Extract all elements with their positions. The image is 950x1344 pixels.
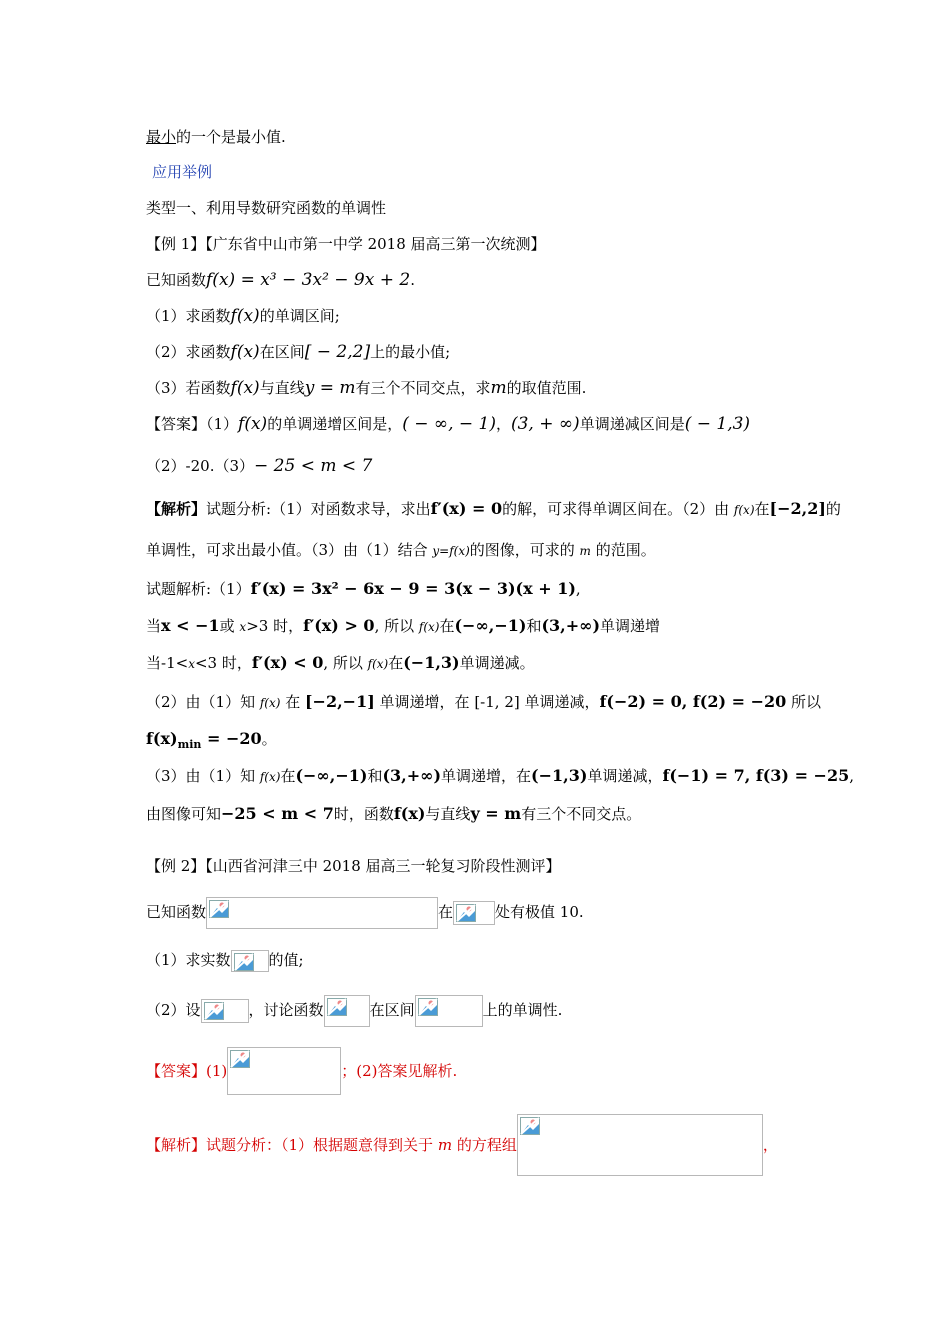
text: 在 xyxy=(280,693,305,711)
formula: f′(x) = 3x² − 6x − 9 = 3(x − 3)(x + 1) xyxy=(250,579,576,598)
broken-image-icon xyxy=(206,897,438,929)
broken-image-icon xyxy=(453,901,495,925)
text: 在区间 xyxy=(369,1001,415,1019)
text: （2）设 xyxy=(146,1001,201,1019)
text: 单调递增，在 xyxy=(441,767,532,785)
text: 的单调递增区间是， xyxy=(267,415,403,433)
text: 的范围。 xyxy=(590,541,656,559)
question-2 xyxy=(146,341,450,363)
example-1-title: 【例 1】【广东省中山市第一中学 2018 届高三第一次统测】 xyxy=(146,235,546,253)
text: 的解，可求得单调区间在。（2）由 xyxy=(502,500,734,518)
broken-image-icon xyxy=(227,1047,341,1095)
formula: f(x) xyxy=(259,770,281,784)
text: 单调递减， xyxy=(587,767,663,785)
text: 在 xyxy=(439,617,455,635)
text: （2）-20.（3） xyxy=(146,457,255,475)
formula: f(x) xyxy=(259,696,281,710)
text: 的取值范围. xyxy=(506,379,587,397)
text: ， xyxy=(495,415,511,433)
text: 在 xyxy=(438,903,454,921)
formula: f′(x) > 0 xyxy=(303,616,375,635)
formula: f′(x) < 0 xyxy=(251,653,324,672)
analysis-line-7 xyxy=(146,728,277,756)
formula: m xyxy=(579,544,591,558)
formula: f(−1) = 7, f(3) = −25 xyxy=(662,766,850,785)
text: ，讨论函数 xyxy=(248,1001,324,1019)
text: 试题解析:（1） xyxy=(146,580,251,598)
text: 的值; xyxy=(268,951,304,969)
text: 单调递增，在 [-1, 2] 单调递减， xyxy=(374,693,600,711)
example-2-question-1 xyxy=(146,949,304,972)
question-3 xyxy=(146,377,586,399)
broken-image-icon xyxy=(517,1114,763,1176)
formula: y = m xyxy=(304,378,356,398)
analysis-line-9 xyxy=(146,803,641,825)
text: 上的最小值; xyxy=(370,343,451,361)
formula: y=f(x) xyxy=(432,544,470,558)
type-heading: 类型一、利用导数研究函数的单调性 xyxy=(146,199,387,217)
example-2-question-2 xyxy=(146,993,562,1027)
text: 和 xyxy=(367,767,383,785)
text: 单调性，可求出最小值。（3）由（1）结合 xyxy=(146,541,433,559)
text: 的一个是最小值. xyxy=(176,128,286,146)
example-1-given xyxy=(146,269,415,291)
text: 的单调区间; xyxy=(259,307,340,325)
text: 试题分析：（1）根据题意得到关于 xyxy=(206,1136,438,1154)
formula: (3,+∞) xyxy=(541,616,601,635)
text: （1）求函数 xyxy=(146,307,231,325)
formula: f′(x) = 0 xyxy=(430,499,503,518)
text: 由图像可知 xyxy=(146,805,222,823)
broken-image-icon xyxy=(201,999,249,1023)
formula: f(−2) = 0, f(2) = −20 xyxy=(599,692,787,711)
text: 【答案】（1） xyxy=(146,415,239,433)
section-heading: 应用举例 xyxy=(152,163,213,181)
question-1 xyxy=(146,305,340,327)
analysis-line-4 xyxy=(146,615,660,638)
label: 【解析】 xyxy=(146,1136,207,1154)
text: 。 xyxy=(261,730,277,748)
text: 与直线 xyxy=(259,379,305,397)
text: . xyxy=(410,271,415,289)
text: 或 xyxy=(219,617,240,635)
analysis-line-8 xyxy=(146,765,854,788)
analysis-line-6 xyxy=(146,691,821,714)
underlined-text: 最小 xyxy=(146,128,177,146)
formula: f(x) xyxy=(146,729,178,748)
formula: (−∞,−1) xyxy=(454,616,527,635)
formula: x xyxy=(239,620,247,634)
label: 【解析】 xyxy=(146,500,207,518)
text: 当 xyxy=(146,617,162,635)
formula: f(x) xyxy=(238,414,268,434)
formula: −25 < m < 7 xyxy=(221,804,334,823)
analysis-line-3 xyxy=(146,578,581,600)
formula: x < −1 xyxy=(161,616,220,635)
example-2-given xyxy=(146,895,584,929)
text: , xyxy=(575,580,581,598)
formula: − 25 < m < 7 xyxy=(254,456,373,476)
formula: f(x) xyxy=(418,620,440,634)
text: 当-1< xyxy=(146,654,189,672)
text: <3 时， xyxy=(194,654,252,672)
formula: f(x) xyxy=(733,503,755,517)
analysis-line-1 xyxy=(146,498,841,521)
text: （3）由（1）知 xyxy=(146,767,260,785)
text: 所以 xyxy=(786,693,822,711)
text: , 所以 xyxy=(374,617,419,635)
formula: (−1,3) xyxy=(403,653,460,672)
text: 在 xyxy=(754,500,770,518)
formula: (−∞,−1) xyxy=(295,766,368,785)
text: 和 xyxy=(526,617,542,635)
answer-2 xyxy=(146,455,372,477)
analysis-line-5 xyxy=(146,652,535,675)
text: >3 时， xyxy=(246,617,304,635)
example-2-title: 【例 2】【山西省河津三中 2018 届高三一轮复习阶段性测评】 xyxy=(146,857,561,875)
text-line xyxy=(146,126,286,148)
text: 单调递减区间是 xyxy=(579,415,685,433)
text: 处有极值 10. xyxy=(495,903,584,921)
formula: f(x) xyxy=(393,804,426,823)
formula: [−2,−1] xyxy=(304,692,375,711)
text: （2）由（1）知 xyxy=(146,693,260,711)
formula: ( − ∞, − 1) xyxy=(402,414,496,434)
analysis-line-2 xyxy=(146,539,656,562)
broken-image-icon xyxy=(324,995,370,1027)
text: 上的单调性. xyxy=(482,1001,563,1019)
example-2-analysis xyxy=(146,1114,778,1176)
text: , 所以 xyxy=(323,654,368,672)
text: 与直线 xyxy=(425,805,471,823)
text: （3）若函数 xyxy=(146,379,231,397)
text: 单调递减。 xyxy=(459,654,535,672)
text: 单调递增 xyxy=(600,617,661,635)
formula: y = m xyxy=(470,804,522,823)
text: 已知函数 xyxy=(146,271,207,289)
formula: (3,+∞) xyxy=(382,766,442,785)
formula: f(x) = x³ − 3x² − 9x + 2 xyxy=(206,270,411,290)
label: 【答案】 xyxy=(146,1062,207,1080)
text: 在 xyxy=(388,654,404,672)
subscript: min xyxy=(177,738,202,751)
formula: [ − 2,2] xyxy=(304,342,371,362)
text: 时，函数 xyxy=(333,805,394,823)
text: , xyxy=(849,767,854,785)
text: 已知函数 xyxy=(146,903,207,921)
formula: = −20 xyxy=(201,729,262,748)
formula: m xyxy=(437,1136,453,1154)
text: 的图像，可求的 xyxy=(469,541,580,559)
answer-1 xyxy=(146,413,750,435)
text: 的方程组 xyxy=(452,1136,517,1154)
text: 有三个不同交点。 xyxy=(521,805,642,823)
formula: [−2,2] xyxy=(769,499,826,518)
text: ， xyxy=(762,1136,778,1154)
formula: f(x) xyxy=(230,342,260,362)
formula: (−1,3) xyxy=(531,766,588,785)
text: 的 xyxy=(825,500,841,518)
formula: ( − 1,3) xyxy=(684,414,751,434)
text: ；(2)答案见解析. xyxy=(341,1062,458,1080)
text: (1) xyxy=(206,1062,228,1080)
text: 有三个不同交点，求 xyxy=(355,379,491,397)
formula: f(x) xyxy=(367,657,389,671)
text: 在 xyxy=(280,767,296,785)
formula: x xyxy=(188,657,195,671)
broken-image-icon xyxy=(231,950,269,972)
broken-image-icon xyxy=(415,995,483,1027)
text: 试题分析:（1）对函数求导，求出 xyxy=(206,500,431,518)
formula: m xyxy=(490,378,507,398)
text: 在区间 xyxy=(259,343,305,361)
formula: (3, + ∞) xyxy=(510,414,580,434)
text: （1）求实数 xyxy=(146,951,231,969)
formula: f(x) xyxy=(230,378,260,398)
formula: f(x) xyxy=(230,306,260,326)
example-2-answer xyxy=(146,1046,457,1096)
text: （2）求函数 xyxy=(146,343,231,361)
